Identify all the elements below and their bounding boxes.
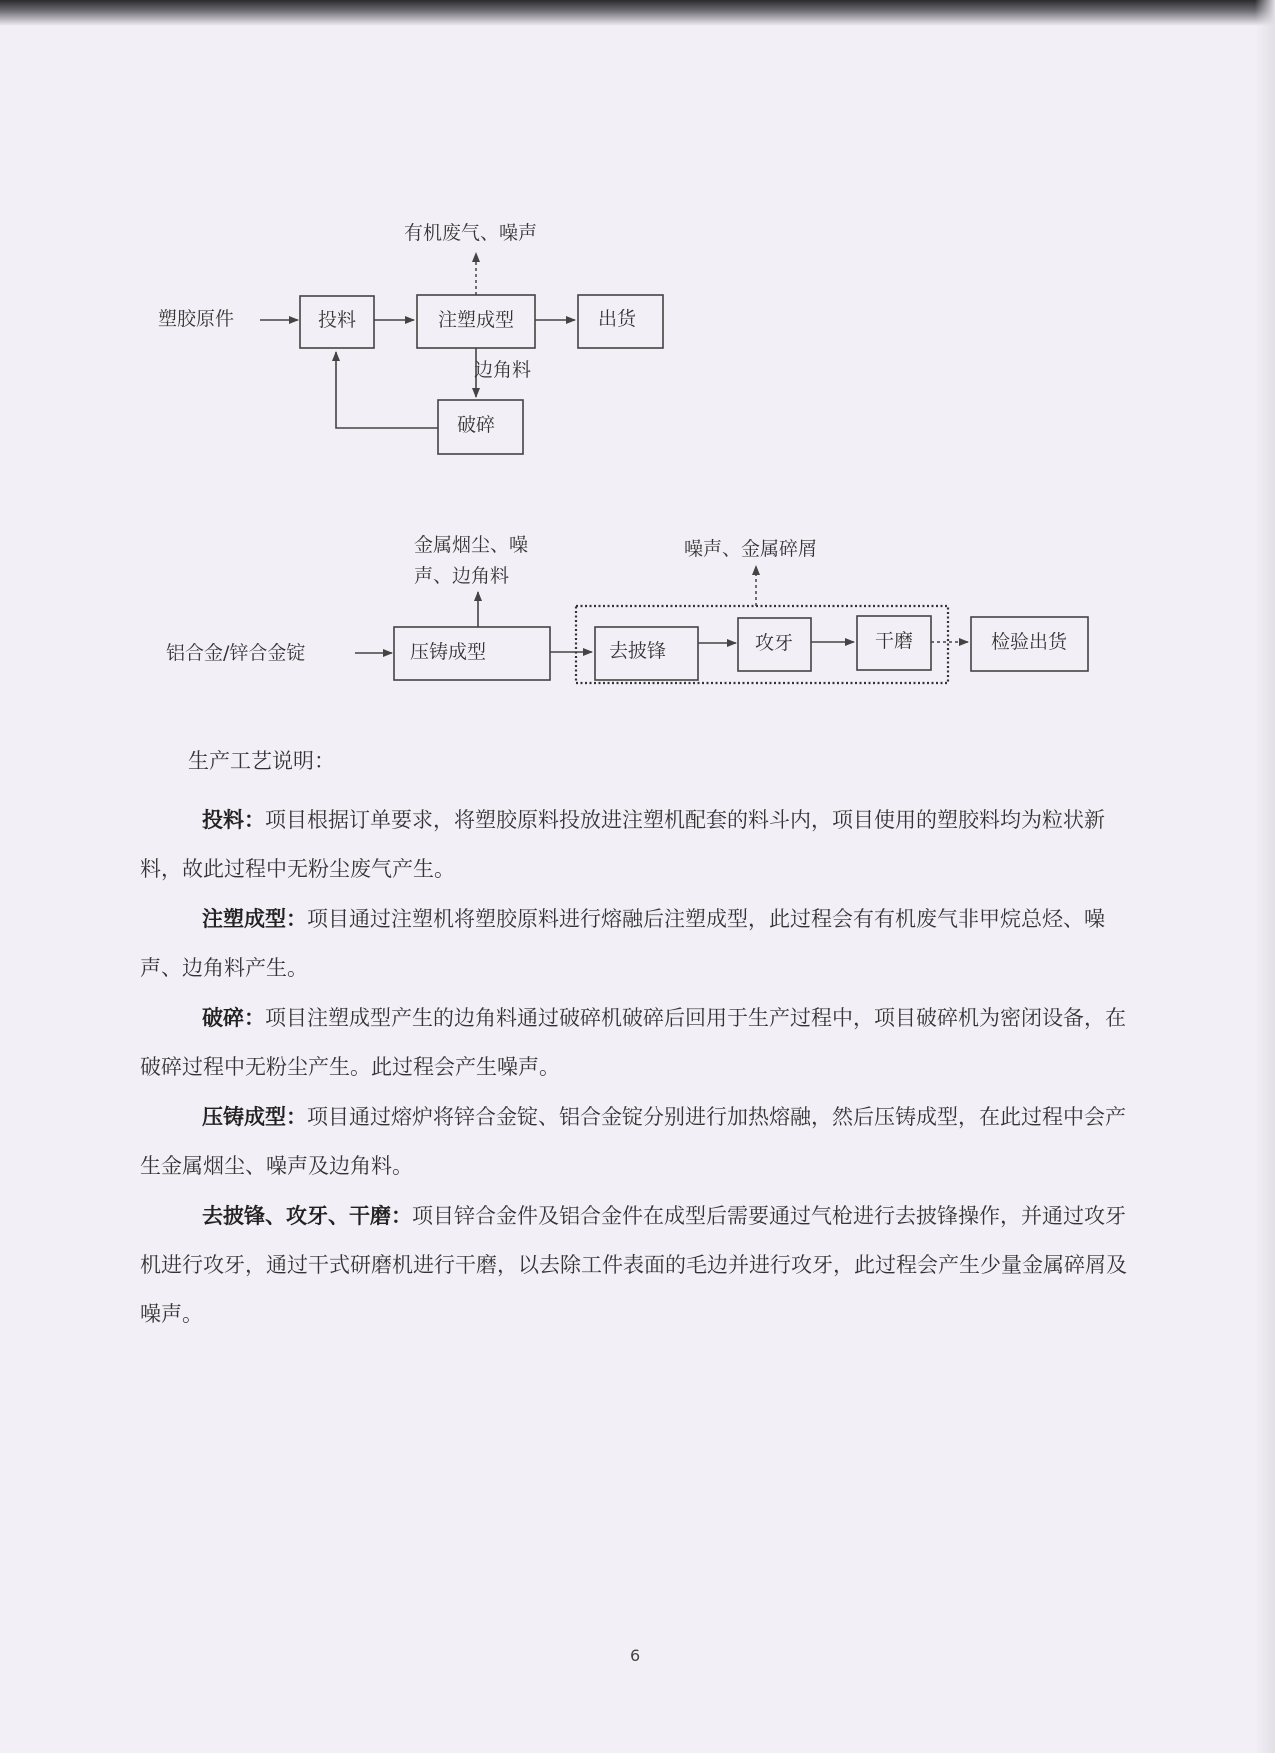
desc-item-finishing: [140, 1191, 1130, 1339]
description-heading: 生产工艺说明：: [188, 749, 335, 773]
d2-deburr-label: 去披锋: [609, 640, 667, 662]
d2-inspection-label: 检验出货: [990, 631, 1068, 653]
d1-scrap-label: 边角料: [474, 359, 532, 381]
plastic-process-diagram: [158, 222, 663, 454]
desc-term: 注塑成型：: [202, 906, 307, 931]
desc-item-crushing: [140, 993, 1130, 1092]
desc-text: 项目通过注塑机将塑胶原料进行熔融后注塑成型，此过程会有有机废气非甲烷总烃、噪声、边角料产生。: [140, 907, 1105, 980]
desc-text: 项目注塑成型产生的边角料通过破碎机破碎后回用于生产过程中，项目破碎机为密闭设备，在破碎过程中无粉尘产生。此过程会产生噪声。: [140, 1006, 1126, 1079]
d2-emission2-label: 噪声、金属碎屑: [684, 538, 818, 560]
d2-grinding-label: 干磨: [874, 630, 914, 652]
desc-term: 压铸成型：: [202, 1104, 307, 1129]
desc-item-injection: [140, 894, 1130, 993]
d1-input-label: 塑胶原件: [158, 308, 235, 330]
d2-emission1-label-1: 金属烟尘、噪: [414, 534, 529, 556]
description-body: [140, 795, 1130, 1339]
desc-item-feeding: [140, 795, 1130, 894]
process-flow-diagrams: [0, 0, 1275, 720]
d2-input-label: 铝合金/锌合金锭: [166, 642, 306, 664]
d2-diecast-label: 压铸成型: [410, 641, 487, 663]
desc-text: 项目锌合金件及铝合金件在成型后需要通过气枪进行去披锋操作，并通过攻牙机进行攻牙，通过干式研磨机进行干磨，以去除工件表面的毛边并进行攻牙，此过程会产生少量金属碎屑及噪声。: [140, 1204, 1127, 1326]
desc-text: 项目根据订单要求，将塑胶原料投放进注塑机配套的料斗内，项目使用的塑胶料均为粒状新料，故此过程中无粉尘废气产生。: [140, 808, 1105, 881]
metal-process-diagram: [166, 534, 1088, 683]
desc-item-diecasting: [140, 1092, 1130, 1191]
d2-tapping-label: 攻牙: [754, 632, 794, 654]
desc-term: 投料：: [202, 807, 265, 832]
desc-text: 项目通过熔炉将锌合金锭、铝合金锭分别进行加热熔融，然后压铸成型，在此过程中会产生金属烟尘、噪声及边角料。: [140, 1105, 1126, 1178]
d1-injection-label: 注塑成型: [437, 309, 515, 331]
desc-term: 破碎：: [202, 1005, 265, 1030]
d1-feeding-label: 投料: [317, 309, 357, 331]
d1-crushing-label: 破碎: [456, 414, 496, 436]
d1-recycle-arrow: [336, 352, 438, 428]
desc-term: 去披锋、攻牙、干磨：: [202, 1203, 412, 1228]
d1-emission-label: 有机废气、噪声: [404, 222, 538, 244]
page-number: 6: [630, 1646, 641, 1665]
d1-shipping-label: 出货: [597, 308, 637, 330]
d2-emission1-label-2: 声、边角料: [414, 565, 510, 587]
